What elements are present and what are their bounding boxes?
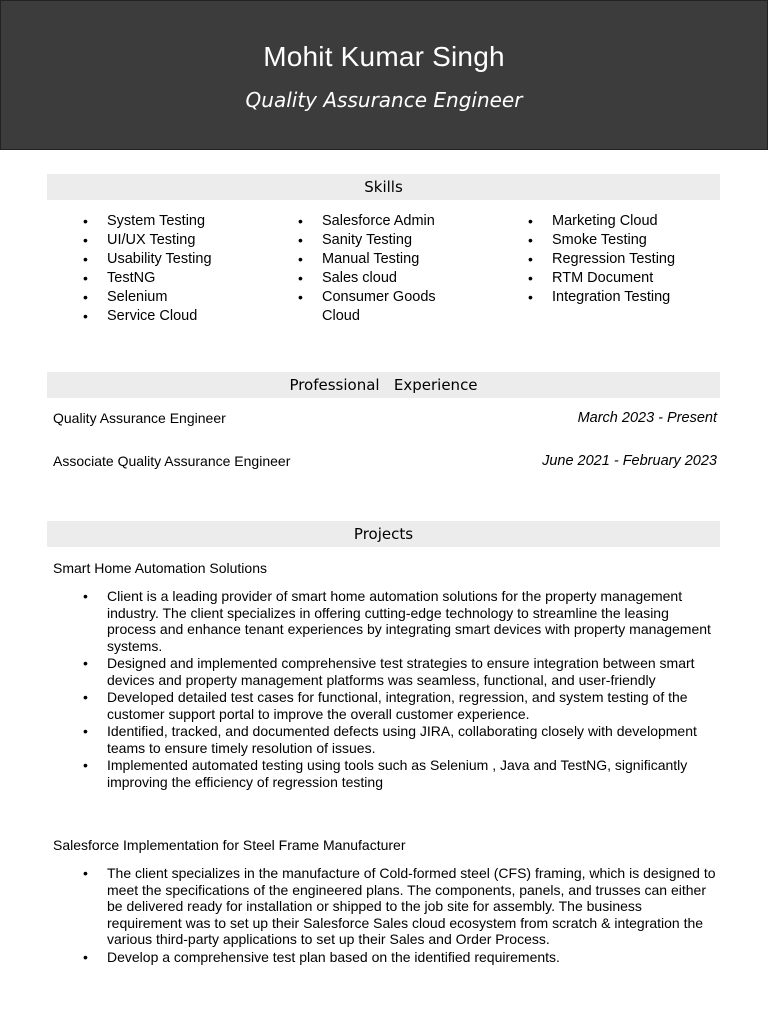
project-bullet: • Implemented automated testing using tools such as Selenium , Java and TestNG, significantly improving the efficiency of regression testing xyxy=(107,757,719,790)
job-title: Associate Quality Assurance Engineer xyxy=(53,453,291,469)
skill-item: • Manual Testing xyxy=(322,250,472,269)
project-bullet: • Client is a leading provider of smart home automation solutions for the property management industry. The client specializes in offering cutting-edge technology to streamline the leasing process and enhance tenant experiences by integrating smart devices with property management systems. xyxy=(107,588,719,654)
experience-heading: Professional Experience xyxy=(47,372,720,398)
skill-item: • Selenium xyxy=(107,288,287,307)
project-bullet: • Developed detailed test cases for functional, integration, regression, and system testing of the customer support portal to improve the overall customer experience. xyxy=(107,689,719,722)
job-dates: March 2023 - Present xyxy=(577,410,717,426)
skill-item: • Marketing Cloud xyxy=(552,212,682,231)
skill-item: • TestNG xyxy=(107,269,287,288)
skill-item: • System Testing xyxy=(107,212,287,231)
skills-heading: Skills xyxy=(47,174,720,200)
project-bullets xyxy=(107,865,719,966)
project-bullets xyxy=(107,588,719,791)
skills-column-1 xyxy=(107,212,287,326)
skill-item: • Salesforce Admin xyxy=(322,212,472,231)
project-bullet: • Develop a comprehensive test plan based on the identified requirements. xyxy=(107,949,719,966)
project-bullet: • The client specializes in the manufacture of Cold-formed steel (CFS) framing, which is designed to meet the specifications of the engineered plans. The components, panels, and trusses can either be delivered ready for installation or shipped to the job site for assembly. The business requirement was to set up their Salesforce Sales cloud ecosystem from scratch & integration the various third-party applications to set up their Sales and Order Process. xyxy=(107,865,719,948)
skill-item: • Sanity Testing xyxy=(322,231,472,250)
resume-header xyxy=(0,0,768,150)
skill-item: • Integration Testing xyxy=(552,288,682,307)
skill-item: • Consumer Goods Cloud xyxy=(322,288,472,326)
candidate-name: Mohit Kumar Singh xyxy=(263,41,505,72)
project-bullet: • Designed and implemented comprehensive test strategies to ensure integration between smart devices and property management platforms was seamless, functional, and user-friendly xyxy=(107,655,719,688)
skills-column-2 xyxy=(322,212,472,326)
skill-item: • Smoke Testing xyxy=(552,231,682,250)
project-bullet: • Identified, tracked, and documented defects using JIRA, collaborating closely with development teams to ensure timely resolution of issues. xyxy=(107,723,719,756)
skill-item: • RTM Document xyxy=(552,269,682,288)
skill-item: • Sales cloud xyxy=(322,269,472,288)
projects-heading: Projects xyxy=(47,521,720,547)
project-title: Salesforce Implementation for Steel Frame Manufacturer xyxy=(53,837,406,853)
skills-column-3 xyxy=(552,212,682,307)
project-title: Smart Home Automation Solutions xyxy=(53,560,267,576)
skill-item: • Regression Testing xyxy=(552,250,682,269)
skill-item: • UI/UX Testing xyxy=(107,231,287,250)
skill-item: • Service Cloud xyxy=(107,307,287,326)
job-dates: June 2021 - February 2023 xyxy=(542,453,717,469)
job-title: Quality Assurance Engineer xyxy=(53,410,226,426)
skill-item: • Usability Testing xyxy=(107,250,287,269)
candidate-role: Quality Assurance Engineer xyxy=(245,88,523,112)
